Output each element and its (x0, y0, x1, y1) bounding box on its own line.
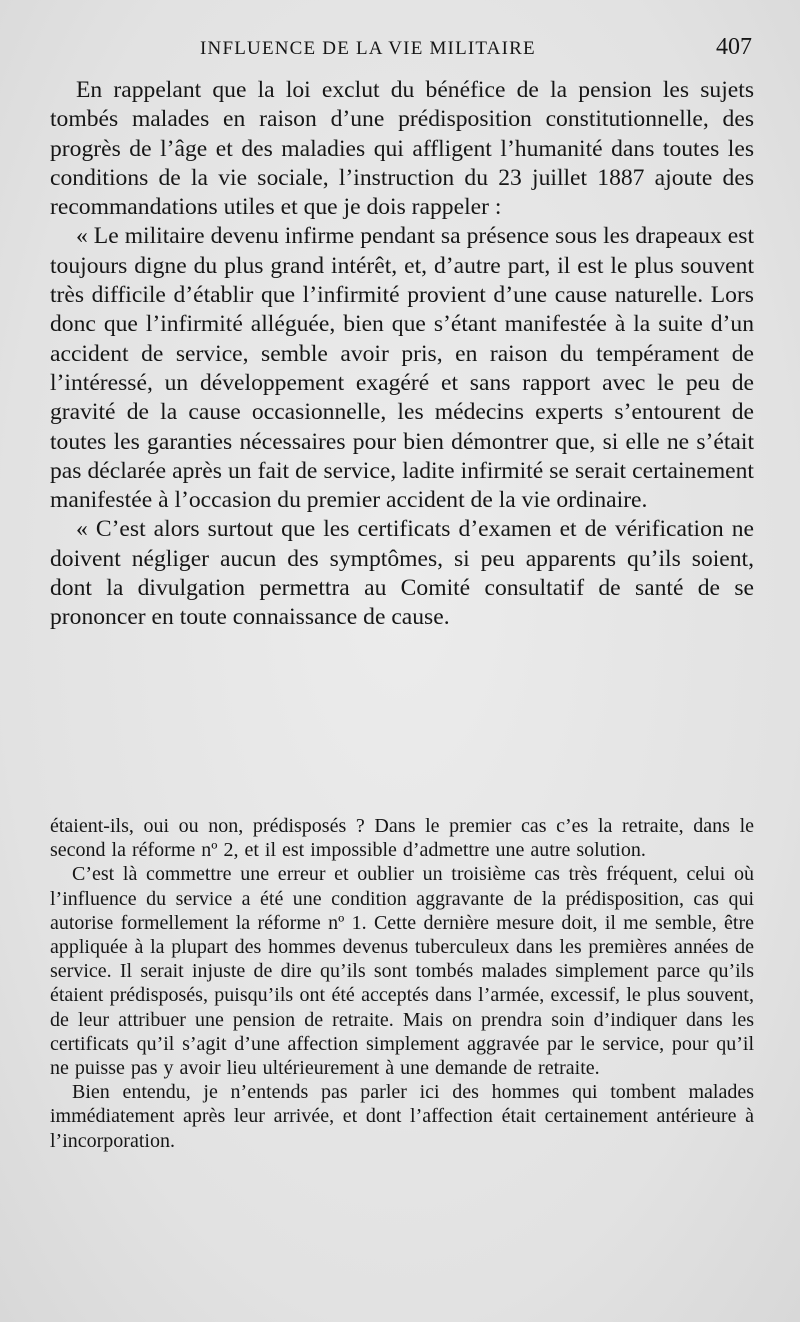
paragraph-third-case: C’est là commettre une erreur et oublier un troisième cas très fréquent, celui où l’influence du service a été une condition aggravante de la prédisposition, cas qui autorise formellement la réforme nº 1. Cette dernière mesure doit, il me semble, être appliquée à la plupart des hommes devenus tuberculeux dans les premières années de service. Il serait injuste de dire qu’ils sont tombés malades simplement parce qu’ils étaient prédisposés, puisqu’ils ont été acceptés dans l’armée, excessif, le plus souvent, de leur attribuer une pension de retraite. Mais on prendra soin d’indiquer dans les certificats qu’il s’agit d’une affection simplement aggravée par le service, pour qu’il ne puisse pas y avoir lieu ultérieurement à une demande de retraite. (50, 863, 754, 1080)
paragraph-quote-2: « C’est alors surtout que les certificats d’examen et de vérification ne doivent négliger aucun des symptômes, si peu apparents qu’ils soient, dont la divulgation permettra au Comité consultatif de santé de se prononcer en toute connaissance de cause. (50, 516, 754, 631)
body-text-section (50, 814, 754, 1153)
running-title: INFLUENCE DE LA VIE MILITAIRE (200, 38, 536, 59)
paragraph-continuation: étaient-ils, oui ou non, prédisposés ? Dans le premier cas c’es la retraite, dans le second la réforme nº 2, et il est impossible d’admettre une autre solution. (50, 815, 754, 862)
paragraph-conclusion: Bien entendu, je n’entends pas parler ici des hommes qui tombent malades immédiatement après leur arrivée, et dont l’affection était certainement antérieure à l’incorporation. (50, 1081, 754, 1152)
page-number: 407 (716, 34, 752, 60)
paragraph-intro: En rappelant que la loi exclut du bénéfice de la pension les sujets tombés malades en raison d’une prédisposition constitutionnelle, des progrès de l’âge et des maladies qui affligent l’humanité dans toutes les conditions de la vie sociale, l’instruction du 23 juillet 1887 ajoute des recommandations utiles et que je dois rappeler : (50, 77, 754, 221)
running-head (50, 36, 752, 66)
quoted-instruction-section (50, 76, 754, 633)
paragraph-quote-1: « Le militaire devenu infirme pendant sa présence sous les drapeaux est toujours digne du plus grand intérêt, et, d’autre part, il est le plus souvent très difficile d’établir que l’infirmité provient d’une cause naturelle. Lors donc que l’infirmité alléguée, bien que s’étant manifestée à la suite d’un accident de service, semble avoir pris, en raison du tempérament de l’intéressé, un développement exagéré et sans rapport avec le peu de gravité de la cause occasionnelle, les médecins experts s’entourent de toutes les garanties nécessaires pour bien démontrer que, si elle ne s’était pas déclarée après un fait de service, ladite infirmité se serait certainement manifestée à l’occasion du premier accident de la vie ordinaire. (50, 223, 754, 514)
